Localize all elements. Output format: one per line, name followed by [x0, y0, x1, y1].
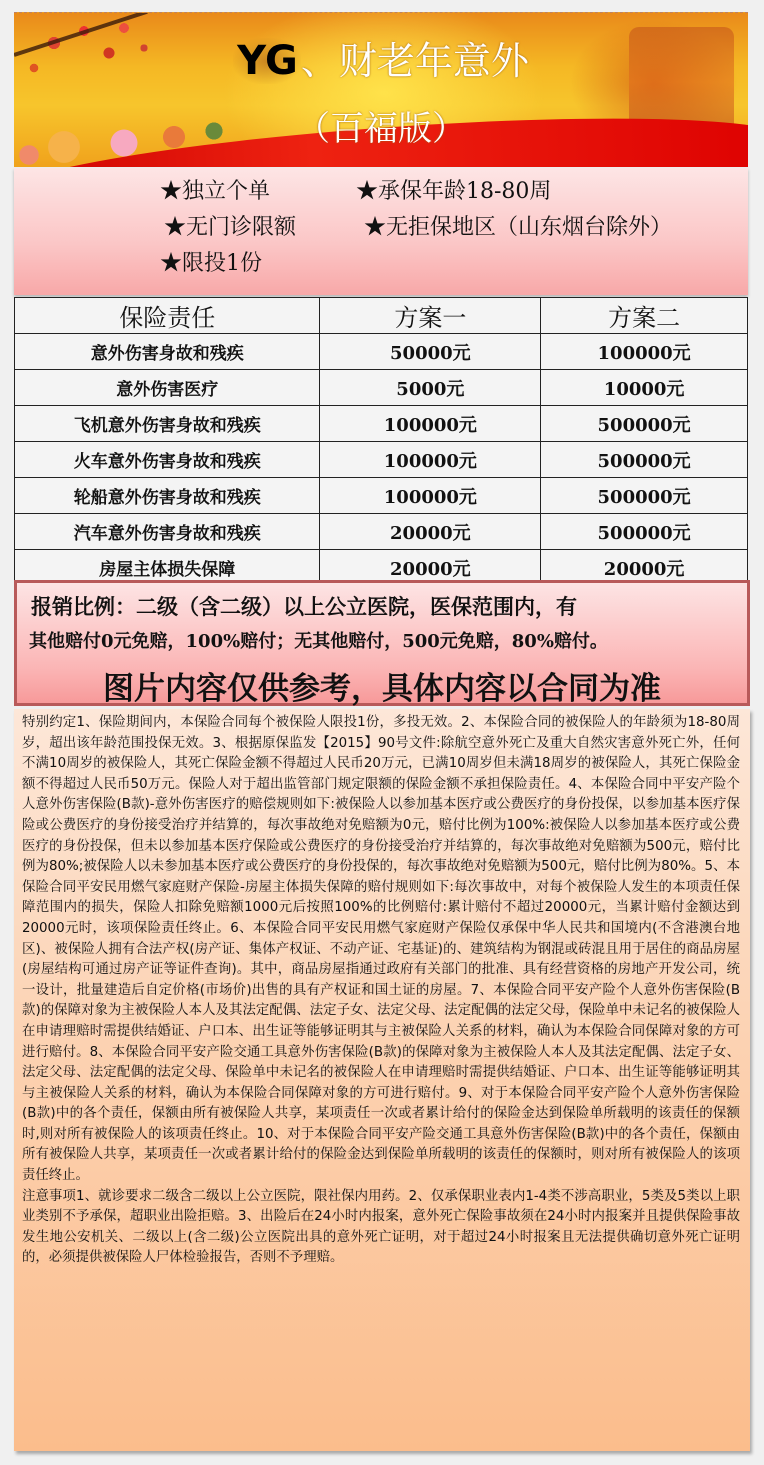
feature-no-outpatient-limit: ★无门诊限额 — [164, 215, 297, 240]
plan2-amount: 20000元 — [541, 550, 748, 586]
product-subtitle: （百福版） — [296, 109, 466, 149]
plan1-amount: 5000元 — [320, 370, 541, 406]
plan2-amount: 10000元 — [541, 370, 748, 406]
coverage-item: 轮船意外伤害身故和残疾 — [15, 478, 320, 514]
plan1-amount: 100000元 — [320, 442, 541, 478]
brand-logo: YG — [233, 38, 301, 84]
disclaimer-notice: 图片内容仅供参考，具体内容以合同为准 — [103, 671, 661, 707]
plan1-amount: 50000元 — [320, 334, 541, 370]
table-row — [15, 334, 748, 370]
terms-box — [14, 709, 750, 1451]
plan2-amount: 500000元 — [541, 406, 748, 442]
plan1-amount: 100000元 — [320, 406, 541, 442]
column-header-plan1: 方案一 — [320, 298, 541, 334]
product-title: 、财老年意外 — [300, 39, 529, 83]
coverage-item: 意外伤害身故和残疾 — [15, 334, 320, 370]
coverage-table — [14, 297, 748, 586]
coverage-item: 意外伤害医疗 — [15, 370, 320, 406]
feature-age-range: ★承保年龄18-80周 — [356, 179, 552, 204]
plan2-amount: 100000元 — [541, 334, 748, 370]
column-header-plan2: 方案二 — [541, 298, 748, 334]
table-header-row — [15, 298, 748, 334]
banner-title — [14, 39, 748, 83]
coverage-item: 飞机意外伤害身故和残疾 — [15, 406, 320, 442]
table-row — [15, 478, 748, 514]
plan2-amount: 500000元 — [541, 514, 748, 550]
table-row — [15, 406, 748, 442]
plan2-amount: 500000元 — [541, 442, 748, 478]
reimbursement-ratio-line2: 其他赔付0元免赔，100%赔付；无其他赔付，500元免赔，80%赔付。 — [29, 631, 608, 652]
coverage-item: 火车意外伤害身故和残疾 — [15, 442, 320, 478]
plan1-amount: 100000元 — [320, 478, 541, 514]
banner — [14, 12, 748, 167]
plan2-amount: 500000元 — [541, 478, 748, 514]
feature-limit-one: ★限投1份 — [160, 251, 262, 276]
feature-independent-policy: ★独立个单 — [160, 179, 271, 204]
column-header-coverage: 保险责任 — [15, 298, 320, 334]
table-row — [15, 442, 748, 478]
reimbursement-box — [14, 580, 750, 706]
table-row — [15, 370, 748, 406]
table-row — [15, 514, 748, 550]
reimbursement-ratio-line1: 报销比例：二级（含二级）以上公立医院，医保范围内，有 — [31, 594, 577, 619]
notes-text: 注意事项1、就诊要求二级含二级以上公立医院，限社保内用药。2、仅承保职业表内1-4类不涉高职业，5类及5类以上职业类别不予承保，超职业出险拒赔。3、出险后在24小时内报案，意外死亡保险事故须在24小时内报案并且提供保险事故发生地公安机关、二级以上(含二级)公立医院出具的意外死亡证明，对于超过24小时报案且无法提供确切意外死亡证明的，必须提供被保险人尸体检验报告，否则不予理赔。 — [22, 1188, 740, 1266]
plan1-amount: 20000元 — [320, 514, 541, 550]
feature-no-rejected-regions: ★无拒保地区（山东烟台除外） — [364, 215, 673, 240]
coverage-item: 汽车意外伤害身故和残疾 — [15, 514, 320, 550]
coverage-item: 房屋主体损失保障 — [15, 550, 320, 586]
feature-highlights — [14, 168, 748, 295]
special-agreement-text: 特别约定1、保险期间内，本保险合同每个被保险人限投1份，多投无效。2、本保险合同的被保险人的年龄须为18-80周岁，超出该年龄范围投保无效。3、根据原保监发【2015】90号文件:除航空意外死亡及重大自然灾害意外死亡外，任何不满10周岁的被保险人，其死亡保险金额不得超过人民币20万元，已满10周岁但未满18周岁的被保险人，其死亡保险金额不得超过人民币50万元。保险人对于超出监管部门规定限额的保险金额不承担保险责任。4、本保险合同中平安产险个人意外伤害保险(B款)-意外伤害医疗的赔偿规则如下:被保险人以参加基本医疗或公费医疗的身份投保，以参加基本医疗保险或公费医疗的身份接受治疗并结算的，每次事故绝对免赔额为0元，赔付比例为100%:被保险人以参加基本医疗或公费医疗的身份投保，但未以参加基本医疗保险或公费医疗的身份接受治疗并结算的，每次事故绝对免赔额为500元，赔付比例为80%;被保险人以未参加基本医疗或公费医疗的身份投保的，每次事故绝对免赔额为500元，赔付比例为80%。5、本保险合同平安民用燃气家庭财产保险-房屋主体损失保障的赔付规则如下:每次事故中，对每个被保险人发生的本项责任保障范围内的损失，保险人扣除免赔额1000元后按照100%的比例赔付:累计赔付不超过20000元，当累计赔付金额达到20000元时，该项保险责任终止。6、本保险合同平安民用燃气家庭财产保险仅承保中华人民共和国境内(不含港澳台地区)、被保险人拥有合法产权(房产证、集体产权证、不动产证、宅基证)的、建筑结构为钢混或砖混且用于居住的商品房屋(房屋结构可通过房产证等证件查询)。其中，商品房屋指通过政府有关部门的批准、具有经营资格的房地产开发公司，统一设计，批量建造后自定价格(市场价)出售的具有产权证和国土证的房屋。7、本保险合同平安产险个人意外伤害保险(B款)的保障对象为主被保险人本人及其法定配偶、法定子女、法定父母、法定配偶的法定父母，保险单中未记名的被保险人在申请理赔时需提供结婚证、户口本、出生证等能够证明其与主被保险人关系的材料，确认为本保险合同保障对象的方可进行赔付。8、本保险合同平安产险交通工具意外伤害保险(B款)的保障对象为主被保险人本人及其法定配偶、法定子女、法定父母、法定配偶的法定父母、保险单中未记名的被保险人在申请理赔时需提供结婚证、户口本、出生证等能够证明其与主被保险人关系的材料，确认为本保险合同保障对象的方可进行赔付。9、对于本保险合同平安产险个人意外伤害保险(B款)中的各个责任，保额由所有被保险人共享，某项责任一次或者累计给付的保险金达到保险单所载明的该责任的保额时,则对所有被保险人的该项责任终止。10、对于本保险合同平安产险交通工具意外伤害保险(B款)中的各个责任，保额由所有被保险人共享，某项责任一次或者累计给付的保险金达到保险单所载明的该责任的保额时，则对所有被保险人的该项责任终止。 — [22, 715, 740, 1184]
plan1-amount: 20000元 — [320, 550, 541, 586]
